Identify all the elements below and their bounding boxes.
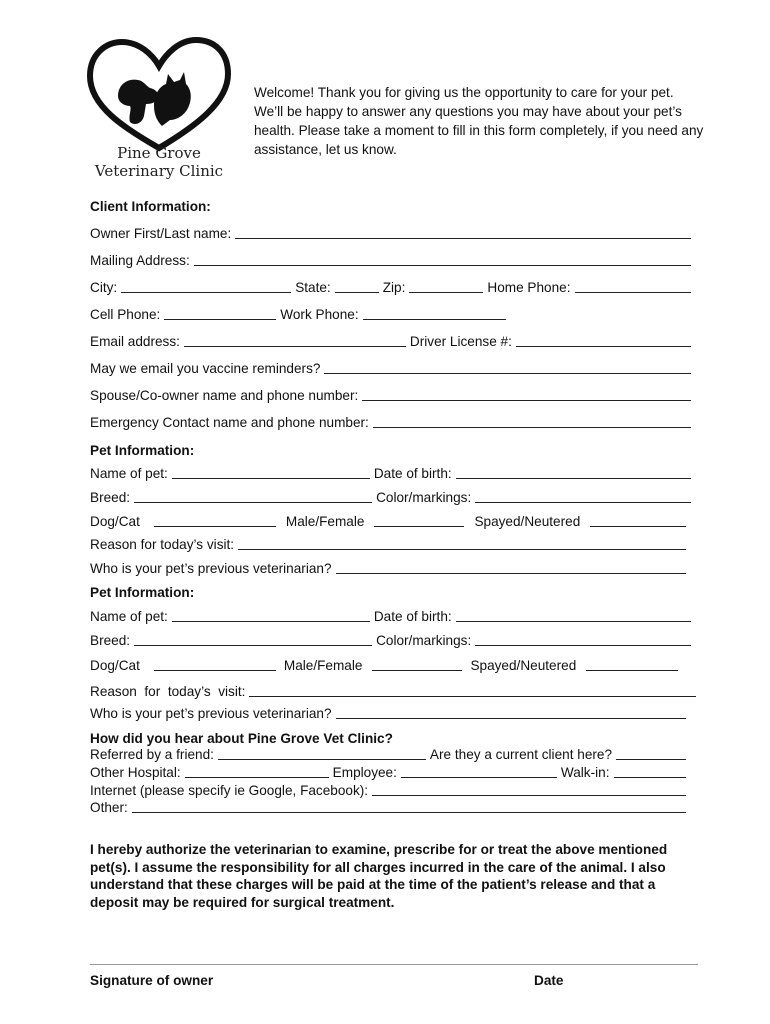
pet2-spayed-label: Spayed/Neutered (470, 658, 577, 673)
current-client-field[interactable] (616, 747, 686, 760)
emergency-contact-field[interactable] (373, 415, 691, 428)
pet2-reason-row (90, 684, 700, 699)
employee-label: Employee: (332, 765, 397, 780)
zip-label: Zip: (382, 280, 406, 295)
pet1-sex-field[interactable] (374, 514, 464, 527)
pet2-previous-vet-field[interactable] (336, 706, 686, 719)
pet1-sex-label: Male/Female (285, 514, 365, 529)
signature-line[interactable] (90, 964, 698, 965)
mailing-address-label: Mailing Address: (90, 253, 190, 268)
pet2-breed-label: Breed: (90, 633, 131, 648)
owner-name-field[interactable] (235, 226, 691, 239)
other-label: Other: (90, 800, 128, 815)
other-hospital-label: Other Hospital: (90, 765, 181, 780)
pet1-color-label: Color/markings: (376, 490, 472, 505)
email-reminders-field[interactable] (324, 361, 691, 374)
internet-label: Internet (please specify ie Google, Facebook): (90, 783, 369, 798)
pet1-reason-label: Reason for today’s visit: (90, 537, 235, 552)
heart-dog-cat-logo-icon (84, 36, 234, 182)
pet2-name-dob-row (90, 609, 695, 624)
walkin-label: Walk-in: (560, 765, 610, 780)
spouse-row (90, 388, 695, 403)
pet1-reason-field[interactable] (238, 537, 686, 550)
pet2-previous-vet-label: Who is your pet’s previous veterinarian? (90, 706, 332, 721)
pet1-info-heading: Pet Information: (90, 443, 195, 458)
pet2-reason-field[interactable] (249, 684, 696, 697)
owner-name-row (90, 226, 695, 241)
pet1-name-field[interactable] (172, 466, 370, 479)
referral-friend-row (90, 747, 690, 762)
cell-phone-field[interactable] (164, 307, 276, 320)
spouse-field[interactable] (362, 388, 691, 401)
pet1-dogcat-field[interactable] (154, 514, 276, 527)
referral-heading: How did you hear about Pine Grove Vet Clinic? (90, 731, 393, 746)
owner-name-label: Owner First/Last name: (90, 226, 232, 241)
email-reminders-label: May we email you vaccine reminders? (90, 361, 321, 376)
drivers-license-label: Driver License #: (409, 334, 512, 349)
email-label: Email address: (90, 334, 180, 349)
state-label: State: (295, 280, 331, 295)
pet1-breed-label: Breed: (90, 490, 131, 505)
pet2-sex-field[interactable] (372, 658, 462, 671)
pet1-spayed-field[interactable] (590, 514, 686, 527)
clinic-name-line2: Veterinary Clinic (94, 162, 224, 180)
other-hospital-field[interactable] (185, 765, 329, 778)
email-field[interactable] (184, 334, 406, 347)
pet1-dogcat-label: Dog/Cat (90, 514, 140, 529)
pet1-breed-color-row (90, 490, 695, 505)
pet2-previous-vet-row (90, 706, 690, 721)
email-reminders-row (90, 361, 695, 376)
referral-other-row (90, 800, 690, 815)
home-phone-field[interactable] (575, 280, 691, 293)
pet2-breed-color-row (90, 633, 695, 648)
pet2-color-label: Color/markings: (376, 633, 472, 648)
city-field[interactable] (121, 280, 291, 293)
pet2-info-heading: Pet Information: (90, 585, 195, 600)
city-state-zip-row (90, 280, 695, 295)
pet2-name-label: Name of pet: (90, 609, 168, 624)
clinic-name-line1: Pine Grove (117, 144, 201, 162)
pet2-breed-field[interactable] (134, 633, 372, 646)
pet1-name-label: Name of pet: (90, 466, 168, 481)
pet2-dob-field[interactable] (456, 609, 691, 622)
email-license-row (90, 334, 695, 349)
pet2-color-field[interactable] (475, 633, 691, 646)
walkin-field[interactable] (614, 765, 687, 778)
zip-field[interactable] (409, 280, 483, 293)
referral-friend-field[interactable] (218, 747, 426, 760)
spouse-label: Spouse/Co-owner name and phone number: (90, 388, 359, 403)
pet1-previous-vet-field[interactable] (336, 561, 686, 574)
pet2-sex-label: Male/Female (283, 658, 363, 673)
pet1-previous-vet-label: Who is your pet’s previous veterinarian? (90, 561, 332, 576)
pet1-spayed-label: Spayed/Neutered (474, 514, 581, 529)
work-phone-field[interactable] (363, 307, 506, 320)
pet1-breed-field[interactable] (134, 490, 372, 503)
welcome-paragraph: Welcome! Thank you for giving us the opportunity to care for your pet. We’ll be happy to answer any questions you may have about your pet’s health. Please take a moment to fill in this form completely, if you need any assistance, let us know. (254, 85, 704, 157)
current-client-label: Are they a current client here? (429, 747, 613, 762)
drivers-license-field[interactable] (516, 334, 691, 347)
pet1-color-field[interactable] (475, 490, 691, 503)
emergency-contact-row (90, 415, 695, 430)
pet1-previous-vet-row (90, 561, 690, 576)
mailing-address-field[interactable] (194, 253, 691, 266)
pet1-dob-field[interactable] (456, 466, 691, 479)
signature-owner-label: Signature of owner (90, 973, 214, 988)
pet1-dob-label: Date of birth: (373, 466, 452, 481)
pet2-reason-label: Reason for today’s visit: (90, 684, 246, 699)
employee-field[interactable] (401, 765, 557, 778)
pet2-name-field[interactable] (172, 609, 370, 622)
pet1-species-sex-spay-row (90, 514, 690, 529)
referral-friend-label: Referred by a friend: (90, 747, 214, 762)
pet2-dogcat-label: Dog/Cat (90, 658, 140, 673)
emergency-contact-label: Emergency Contact name and phone number: (90, 415, 369, 430)
pet2-species-sex-spay-row (90, 658, 682, 673)
work-phone-label: Work Phone: (280, 307, 359, 322)
signature-date-label: Date (534, 973, 564, 988)
state-field[interactable] (335, 280, 379, 293)
cell-phone-label: Cell Phone: (90, 307, 161, 322)
client-info-heading: Client Information: (90, 199, 211, 214)
mailing-address-row (90, 253, 695, 268)
pet1-name-dob-row (90, 466, 695, 481)
referral-hospital-row (90, 765, 690, 780)
cell-work-phone-row (90, 307, 510, 322)
referral-internet-row (90, 783, 690, 798)
home-phone-label: Home Phone: (487, 280, 571, 295)
pet2-dogcat-field[interactable] (154, 658, 276, 671)
pet2-dob-label: Date of birth: (373, 609, 452, 624)
pet2-spayed-field[interactable] (586, 658, 678, 671)
city-label: City: (90, 280, 118, 295)
authorization-paragraph: I hereby authorize the veterinarian to examine, prescribe for or treat the above mentioned pet(s). I assume the responsibility for all charges incurred in the care of the animal. I also understand that these charges will be paid at the time of the patient’s release and that a deposit may be required for surgical treatment. (90, 842, 668, 910)
other-field[interactable] (132, 800, 686, 813)
internet-field[interactable] (372, 783, 686, 796)
pet1-reason-row (90, 537, 690, 552)
